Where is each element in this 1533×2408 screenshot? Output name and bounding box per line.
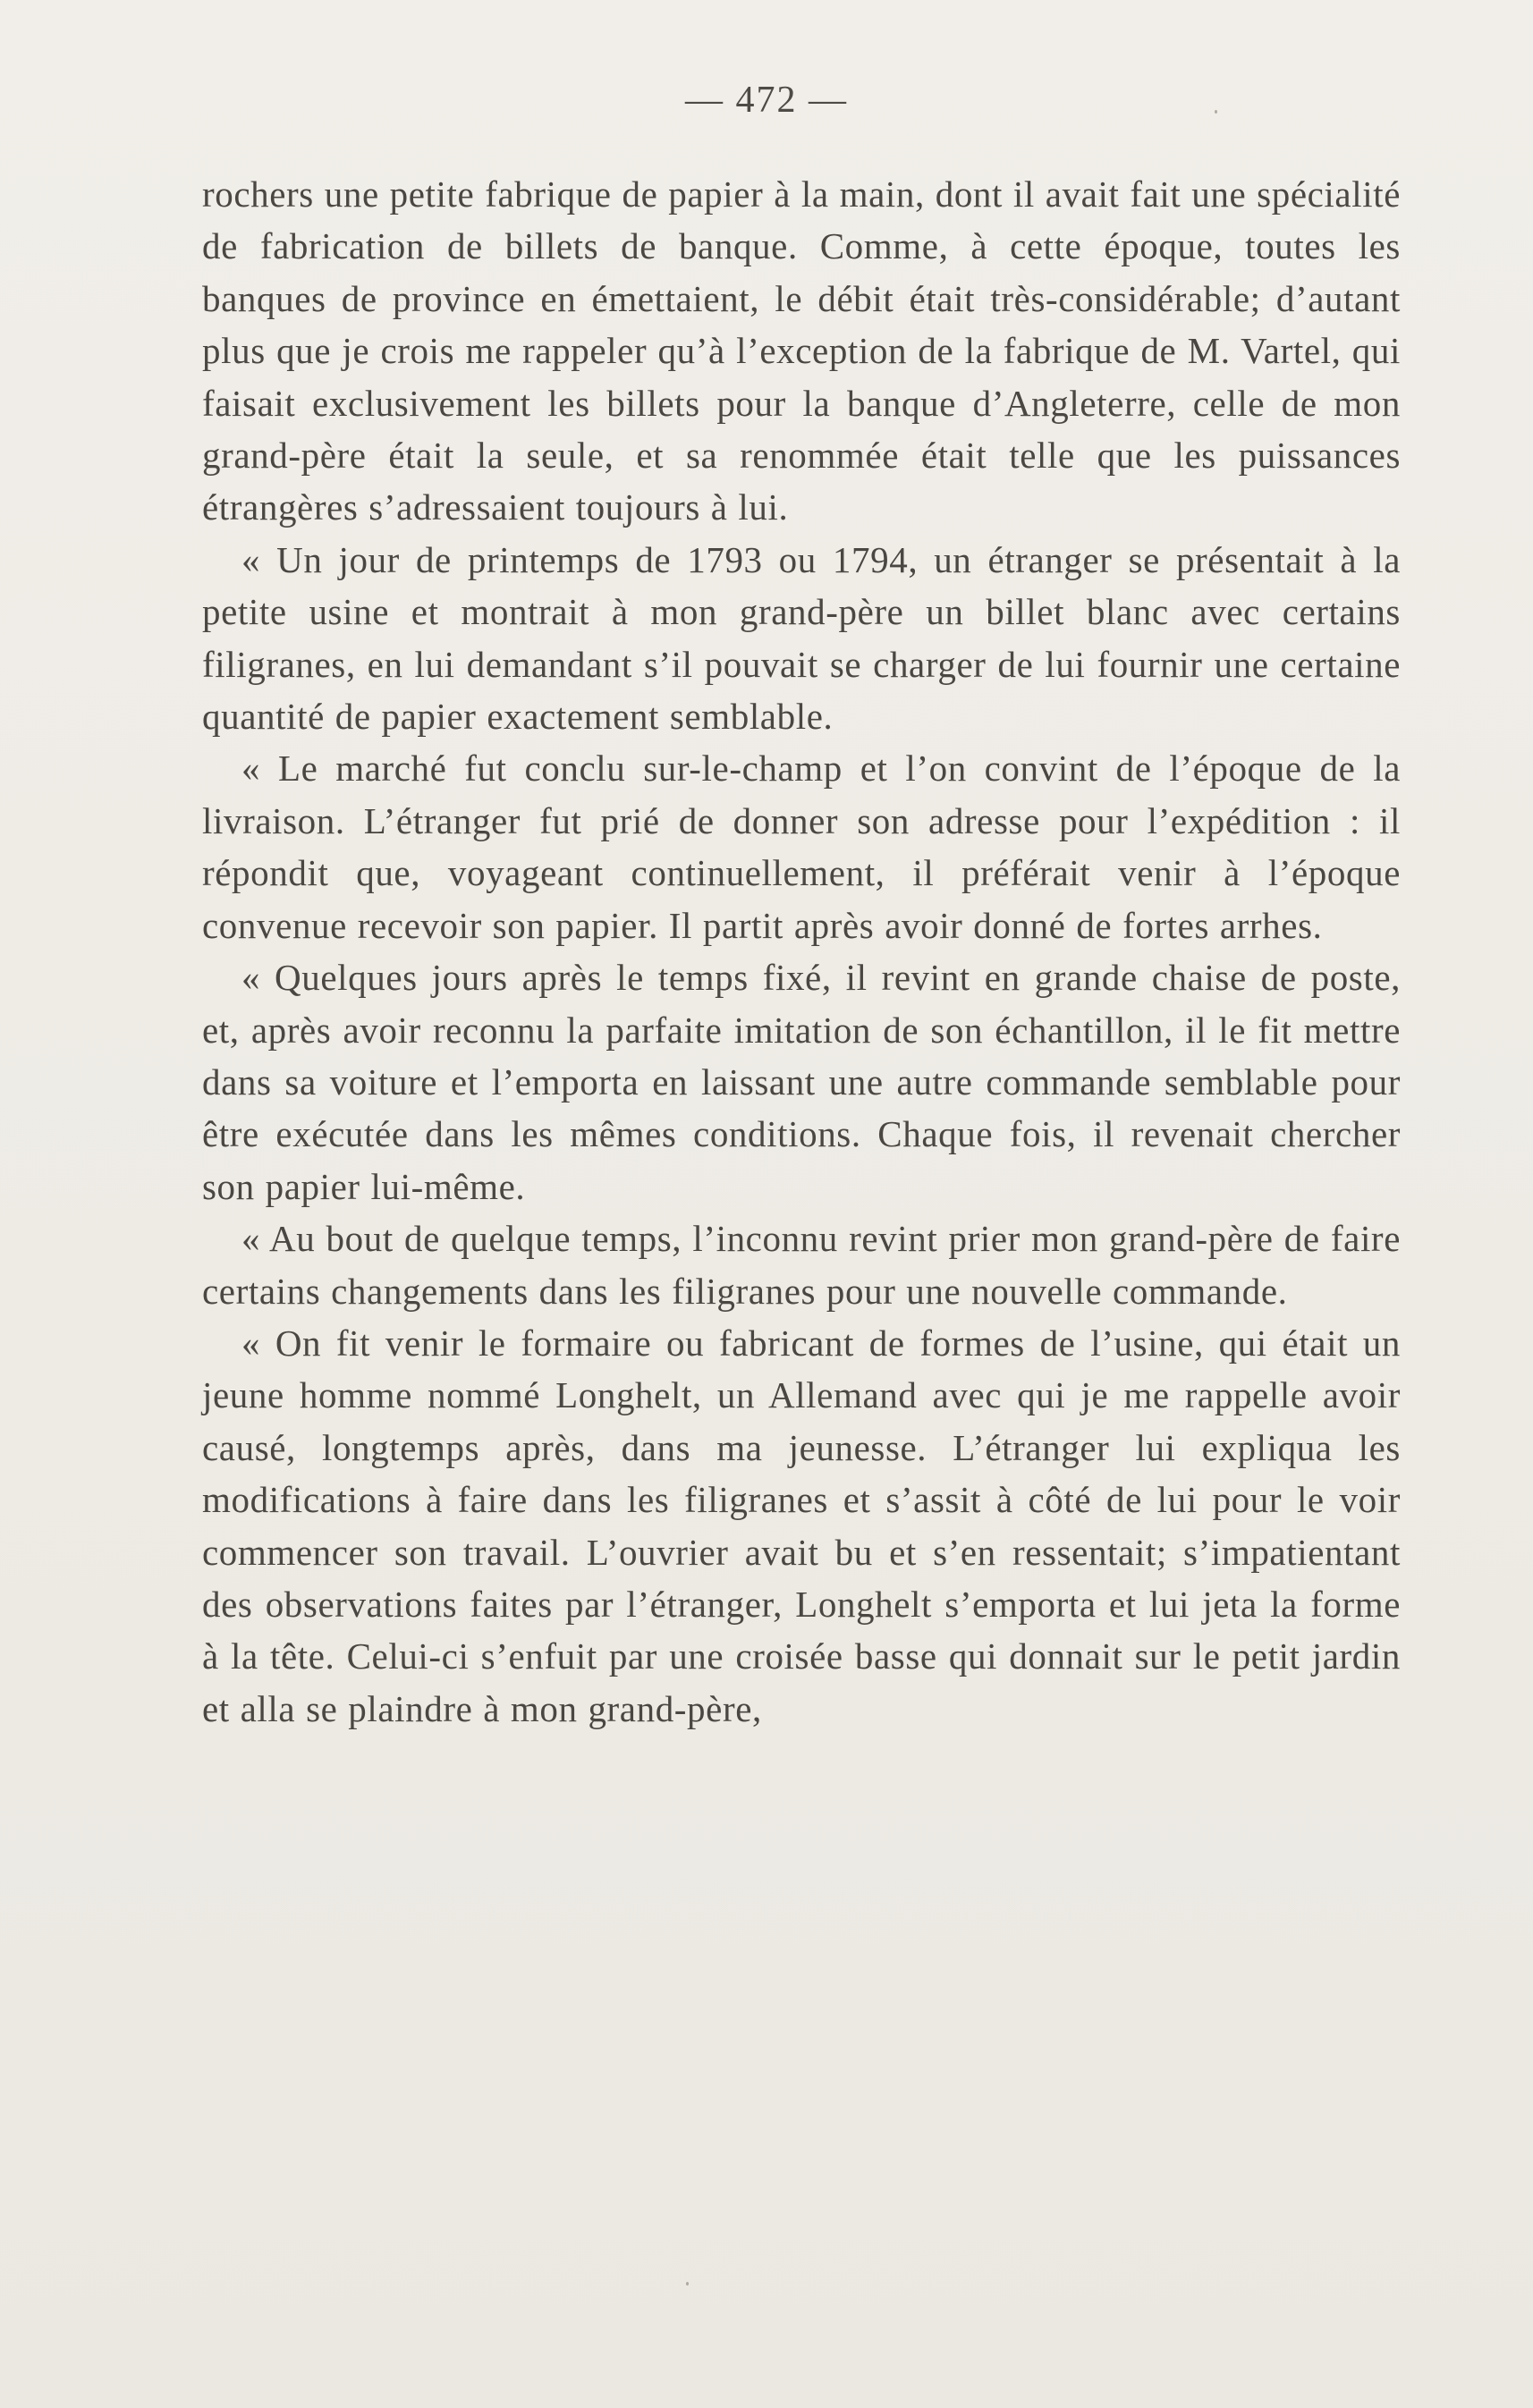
- paper-speck-top: [1215, 110, 1217, 114]
- body-text: [202, 168, 1401, 1735]
- paragraph-3: « Le marché fut conclu sur-le-champ et l’on convint de l’époque de la livraison. L’étranger fut prié de donner son adresse pour l’expédition : il répondit que, voyageant continuellement, il préférait venir à l’époque convenue recevoir son papier. Il partit après avoir donné de fortes arrhes.: [202, 748, 1401, 946]
- page-number: — 472 —: [685, 80, 848, 121]
- paragraph-1: rochers une petite fabrique de papier à la main, dont il avait fait une spécialité de fabrication de billets de banque. Comme, à cette époque, toutes les banques de province en émettaient, le débit était très-considérable; d’autant plus que je crois me rappeler qu’à l’exception de la fabrique de M. Vartel, qui faisait exclusivement les billets pour la banque d’Angleterre, celle de mon grand-père était la seule, et sa renommée était telle que les puissances étrangères s’adressaient toujours à lui.: [202, 173, 1401, 528]
- paragraph-4: « Quelques jours après le temps fixé, il revint en grande chaise de poste, et, après avoir reconnu la parfaite imitation de son échantillon, il le fit mettre dans sa voiture et l’emporta en laissant une autre commande semblable pour être exécutée dans les mêmes conditions. Chaque fois, il revenait chercher son papier lui-même.: [202, 957, 1401, 1207]
- paragraph-5: « Au bout de quelque temps, l’inconnu revint prier mon grand-père de faire certains changements dans les filigranes pour une nouvelle commande.: [202, 1218, 1401, 1312]
- paper-speck-bottom: [686, 2282, 689, 2285]
- paragraph-6: « On fit venir le formaire ou fabricant de formes de l’usine, qui était un jeune homme nommé Longhelt, un Allemand avec qui je me rappelle avoir causé, longtemps après, dans ma jeunesse. L’étranger lui expliqua les modifications à faire dans les filigranes et s’assit à côté de lui pour le voir commencer son travail. L’ouvrier avait bu et s’en ressentait; s’impatientant des observations faites par l’étranger, Longhelt s’emporta et lui jeta la forme à la tête. Celui-ci s’enfuit par une croisée basse qui donnait sur le petit jardin et alla se plaindre à mon grand-père,: [202, 1322, 1401, 1729]
- paragraph-2: « Un jour de printemps de 1793 ou 1794, un étranger se présentait à la petite usine et montrait à mon grand-père un billet blanc avec certains filigranes, en lui demandant s’il pouvait se charger de lui fournir une certaine quantité de papier exactement semblable.: [202, 538, 1401, 738]
